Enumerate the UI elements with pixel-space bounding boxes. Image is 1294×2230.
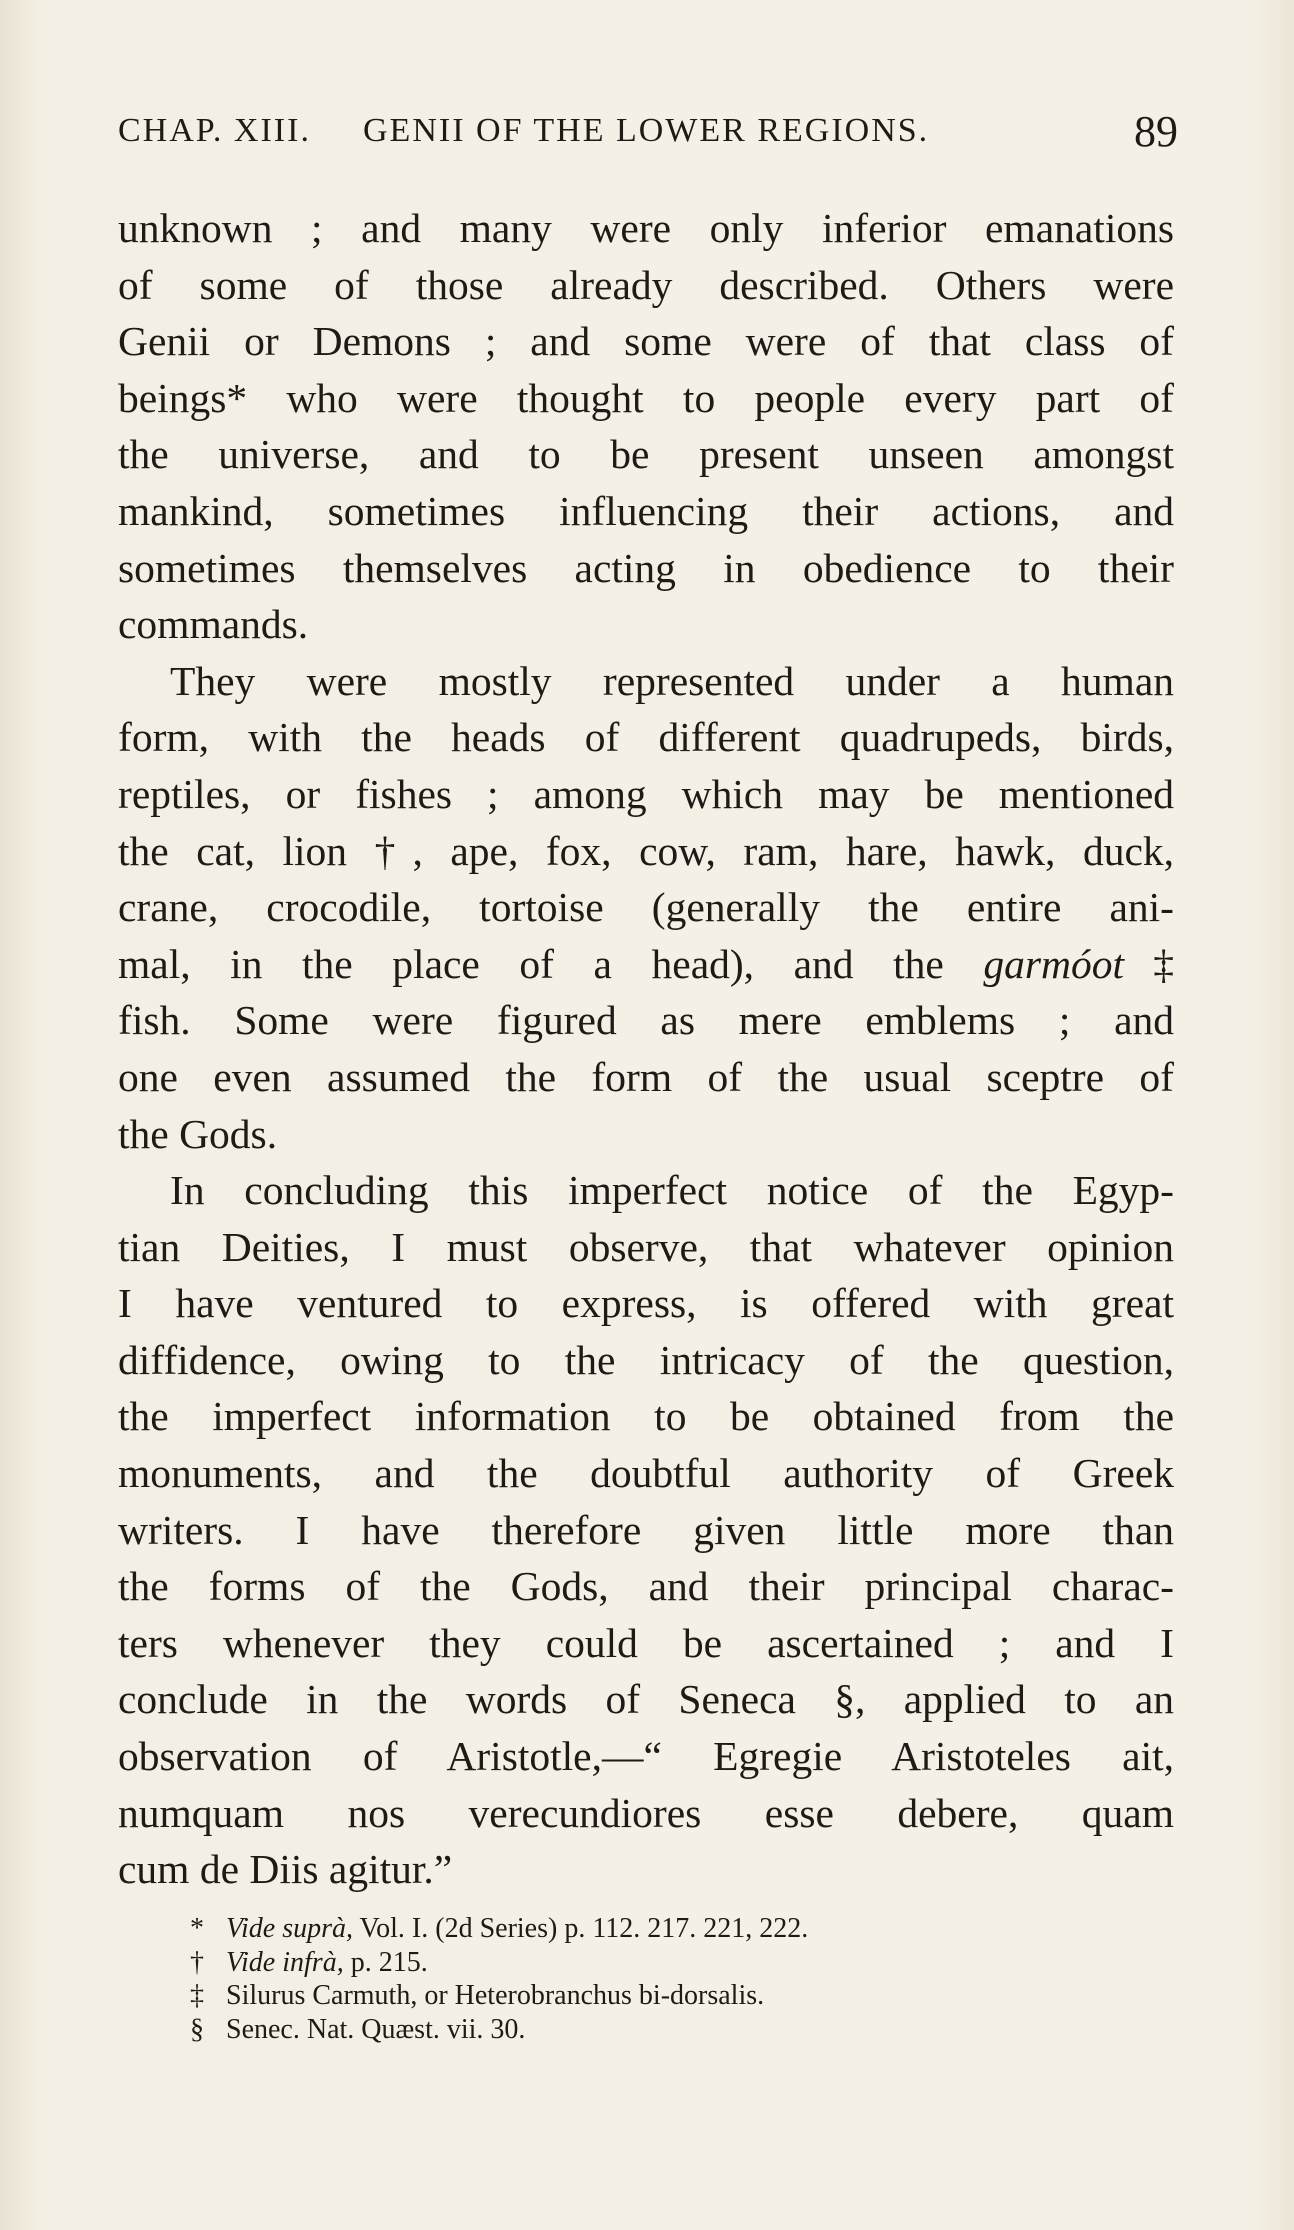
text-line: beings* who were thought to people every part of: [118, 374, 1174, 421]
text-line: observation of Aristotle,—“ Egregie Aristoteles ait,: [118, 1733, 1174, 1780]
text-line: the forms of the Gods, and their principal charac-: [118, 1563, 1174, 1610]
text-line: I have ventured to express, is offered with great: [118, 1280, 1174, 1327]
text-line: the imperfect information to be obtained from the: [118, 1393, 1174, 1440]
text-line: fish. Some were figured as mere emblems ; and: [118, 997, 1174, 1044]
footnote: [190, 1912, 1090, 1946]
text-line: the cat, lion †, ape, fox, cow, ram, hare, hawk, duck,: [118, 827, 1174, 874]
footnote-mark: *: [190, 1913, 204, 1944]
text-line: diffidence, owing to the intricacy of the question,: [118, 1336, 1174, 1383]
footnote-mark: §: [190, 2013, 204, 2045]
footnote-mark: ‡: [190, 1980, 204, 2011]
footnote-text: Silurus Carmuth, or Heterobranchus bi-dorsalis.: [226, 1980, 765, 2011]
text-line: one even assumed the form of the usual sceptre of: [118, 1053, 1174, 1100]
footnote-ref: ‡: [1124, 940, 1174, 987]
footnote: [190, 1946, 1090, 1980]
running-header: [118, 107, 1178, 162]
text-line: Genii or Demons ; and some were of that class of: [118, 318, 1174, 365]
text-line: numquam nos verecundiores esse debere, quam: [118, 1789, 1174, 1836]
text-line: sometimes themselves acting in obedience to their: [118, 544, 1174, 591]
text-line: writers. I have therefore given little more than: [118, 1506, 1174, 1553]
text-segment: mal, in the place of a head), and the: [118, 940, 984, 987]
text-line: crane, crocodile, tortoise (generally the entire ani-: [118, 884, 1174, 931]
running-title: GENII OF THE LOWER REGIONS.: [363, 112, 930, 149]
footnote: [190, 1979, 1090, 2013]
text-line-with-italic: [118, 936, 1174, 993]
footnote-text: Senec. Nat. Quæst. vii. 30.: [226, 2013, 526, 2045]
page-number: 89: [1134, 107, 1178, 156]
text-line: of some of those already described. Others were: [118, 261, 1174, 308]
text-line: commands.: [118, 601, 309, 648]
body-text: [118, 200, 1174, 1898]
footnote: [190, 2013, 1090, 2047]
footnote-mark: †: [190, 1946, 204, 1978]
text-line: monuments, and the doubtful authority of Greek: [118, 1450, 1174, 1497]
text-line: reptiles, or fishes ; among which may be mentioned: [118, 770, 1174, 817]
text-line: conclude in the words of Seneca §, applied to an: [118, 1676, 1174, 1723]
text-line: mankind, sometimes influencing their actions, and: [118, 487, 1174, 534]
italic-word: garmóot: [983, 940, 1125, 987]
text-line: cum de Diis agitur.”: [118, 1846, 453, 1893]
text-line: tian Deities, I must observe, that whatever opinion: [118, 1223, 1174, 1270]
footnotes: [190, 1912, 1090, 2046]
footnote-text: Vol. I. (2d Series) p. 112. 217. 221, 222.: [353, 1913, 809, 1944]
text-line: unknown ; and many were only inferior emanations: [118, 205, 1174, 251]
text-line: ters whenever they could be ascertained ; and I: [118, 1619, 1174, 1666]
footnote-italic: Vide infrà,: [226, 1946, 344, 1978]
footnote-italic: Vide suprà,: [226, 1913, 354, 1944]
text-line: the universe, and to be present unseen amongst: [118, 431, 1174, 478]
text-line: form, with the heads of different quadrupeds, birds,: [118, 714, 1174, 761]
chapter-label: CHAP. XIII.: [118, 112, 311, 149]
text-line: In concluding this imperfect notice of the Egyp-: [170, 1167, 1174, 1214]
text-line: They were mostly represented under a human: [170, 657, 1174, 704]
footnote-text: p. 215.: [343, 1946, 428, 1978]
text-line: the Gods.: [118, 1110, 278, 1157]
